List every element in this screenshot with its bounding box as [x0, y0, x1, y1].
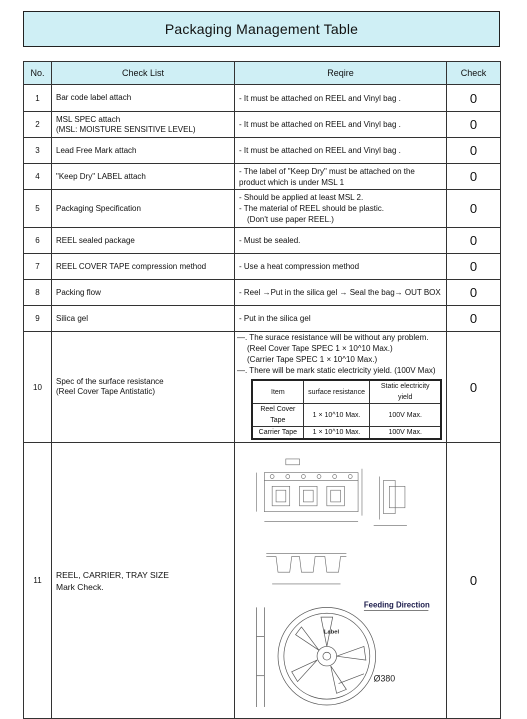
reel-label-text: Label — [323, 629, 340, 636]
row-check: 0 — [447, 85, 501, 112]
row-no: 2 — [24, 112, 52, 138]
row-require-line4: —. There will be mark static electricity yield. (100V Max) — [237, 366, 436, 375]
row-item: Lead Free Mark attach — [52, 138, 235, 164]
row-item-line1: REEL, CARRIER, TRAY SIZE — [56, 569, 169, 580]
row-no: 4 — [24, 164, 52, 190]
row-check: 0 — [447, 112, 501, 138]
row-require-line2: (Reel Cover Tape SPEC 1 × 10^10 Max.) — [247, 344, 393, 353]
header-require: Reqire — [235, 62, 447, 85]
row-check: 0 — [447, 228, 501, 254]
header-check: Check — [447, 62, 501, 85]
row-require-line1: - The label of "Keep Dry" must be attached on the — [239, 166, 415, 176]
cross-section-drawing — [266, 553, 346, 583]
row-require: - It must be attached on REEL and Vinyl bag . — [235, 138, 447, 164]
packaging-drawing — [237, 448, 444, 714]
resistance-cell: Reel Cover Tape — [252, 404, 303, 427]
row-item: Packaging Specification — [52, 190, 235, 228]
header-row — [24, 62, 501, 85]
resistance-cell: 1 × 10^10 Max. — [303, 404, 370, 427]
resistance-table — [251, 379, 442, 440]
row-require-line3: (Don't use paper REEL.) — [247, 215, 334, 224]
row-require — [235, 443, 447, 719]
row-item: REEL COVER TAPE compression method — [52, 254, 235, 280]
table-row — [24, 112, 501, 138]
row-item — [52, 112, 235, 138]
page-title: Packaging Management Table — [23, 11, 500, 47]
table-row — [24, 254, 501, 280]
resistance-cell: 100V Max. — [370, 427, 441, 440]
carrier-tape-drawing — [257, 458, 362, 520]
table-row — [24, 228, 501, 254]
row-check: 0 — [447, 443, 501, 719]
table-row — [24, 280, 501, 306]
row-item — [52, 443, 235, 719]
row-no: 7 — [24, 254, 52, 280]
resistance-row — [252, 427, 441, 440]
row-item: Packing flow — [52, 280, 235, 306]
row-no: 9 — [24, 306, 52, 332]
row-check: 0 — [447, 306, 501, 332]
row-require: - It must be attached on REEL and Vinyl bag . — [235, 112, 447, 138]
table-row — [24, 332, 501, 443]
row-no: 11 — [24, 443, 52, 719]
row-item: Bar code label attach — [52, 85, 235, 112]
row-require-line2: - The material of REEL should be plastic. — [239, 204, 384, 213]
row-no: 6 — [24, 228, 52, 254]
row-check: 0 — [447, 138, 501, 164]
row-item: "Keep Dry" LABEL attach — [52, 164, 235, 190]
row-require: - Use a heat compression method — [235, 254, 447, 280]
table-row — [24, 164, 501, 190]
row-check: 0 — [447, 254, 501, 280]
reel-drawing — [257, 607, 376, 707]
row-check: 0 — [447, 164, 501, 190]
row-require — [235, 164, 447, 190]
row-item-line1: MSL SPEC attach — [56, 114, 121, 124]
row-require: - Put in the silica gel — [235, 306, 447, 332]
resistance-header: surface resistance — [303, 380, 370, 404]
table-row — [24, 85, 501, 112]
resistance-cell: 1 × 10^10 Max. — [303, 427, 370, 440]
reel-diameter-label: Ø380 — [373, 673, 396, 684]
table-row — [24, 138, 501, 164]
table-row — [24, 443, 501, 719]
row-item: Silica gel — [52, 306, 235, 332]
packaging-table — [23, 61, 501, 719]
row-no: 5 — [24, 190, 52, 228]
row-no: 8 — [24, 280, 52, 306]
resistance-header: Item — [252, 380, 303, 404]
resistance-header-row — [252, 380, 441, 404]
row-item-line2: (MSL: MOISTURE SENSITIVE LEVEL) — [56, 124, 196, 134]
row-require — [235, 190, 447, 228]
row-no: 10 — [24, 332, 52, 443]
row-require-line3: (Carrier Tape SPEC 1 × 10^10 Max.) — [247, 355, 378, 364]
row-require-line2: product which is under MSL 1 — [239, 177, 345, 187]
row-item-line1: Spec of the surface resistance — [56, 377, 164, 386]
resistance-cell: Carrier Tape — [252, 427, 303, 440]
row-require — [235, 332, 447, 443]
row-no: 3 — [24, 138, 52, 164]
side-view-drawing — [374, 476, 407, 525]
row-item-line2: Mark Check. — [56, 581, 104, 592]
row-require-line1: - Should be applied at least MSL 2. — [239, 193, 364, 202]
table-row — [24, 190, 501, 228]
row-require: - It must be attached on REEL and Vinyl bag . — [235, 85, 447, 112]
resistance-cell: 100V Max. — [370, 404, 441, 427]
table-row — [24, 306, 501, 332]
row-check: 0 — [447, 190, 501, 228]
header-no: No. — [24, 62, 52, 85]
row-no: 1 — [24, 85, 52, 112]
row-item — [52, 332, 235, 443]
feeding-direction-label: Feeding Direction — [363, 599, 430, 609]
row-require-line1: —. The surace resistance will be without any problem. — [237, 333, 429, 342]
row-check: 0 — [447, 332, 501, 443]
row-check: 0 — [447, 280, 501, 306]
resistance-header: Static electricity yield — [370, 380, 441, 404]
row-item: REEL sealed package — [52, 228, 235, 254]
row-require: - Reel →Put in the silica gel → Seal the bag→ OUT BOX — [235, 280, 447, 306]
row-require: - Must be sealed. — [235, 228, 447, 254]
row-item-line2: (Reel Cover Tape Antistatic) — [56, 387, 156, 396]
header-check-list: Check List — [52, 62, 235, 85]
resistance-row — [252, 404, 441, 427]
